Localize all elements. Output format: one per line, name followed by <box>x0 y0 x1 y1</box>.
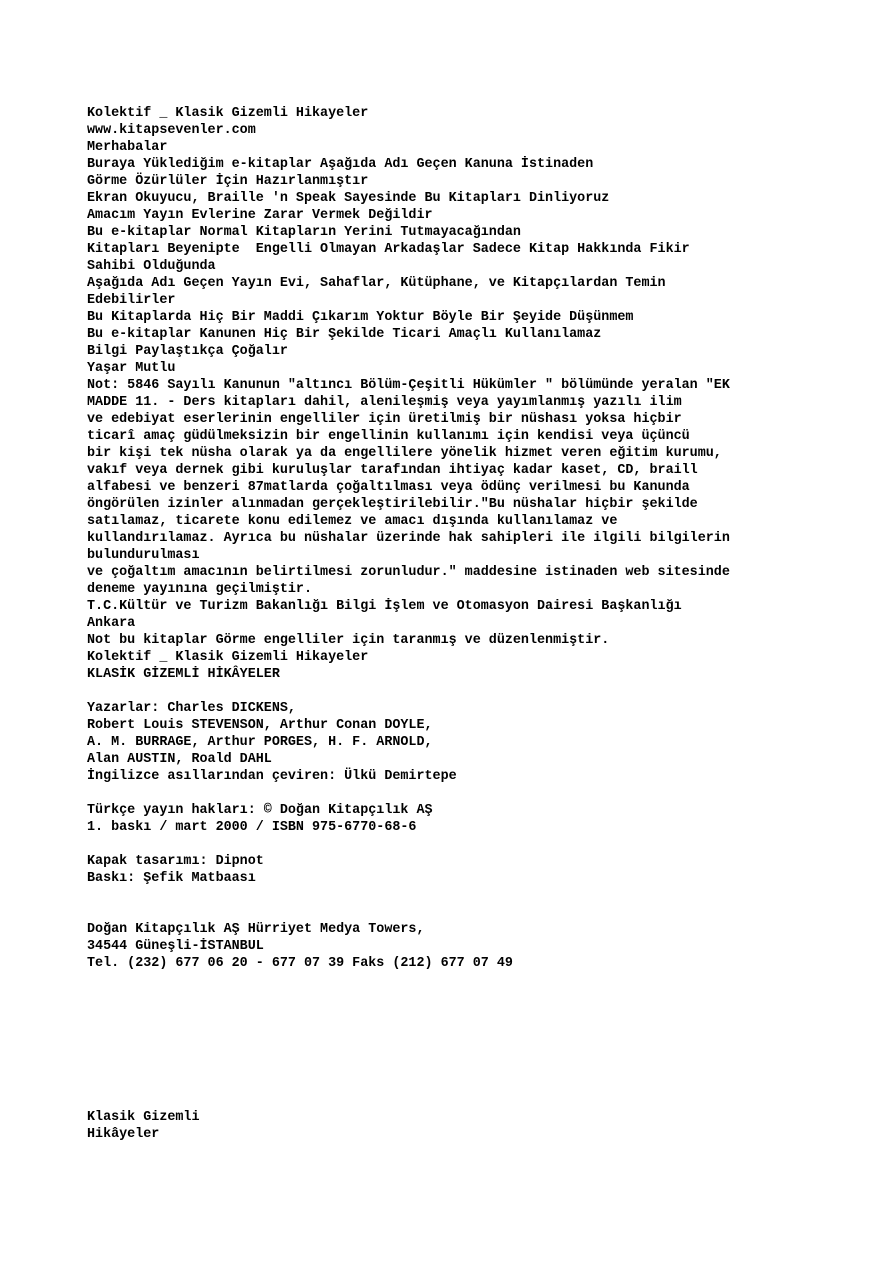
author-line: Robert Louis STEVENSON, Arthur Conan DOYLE, <box>87 718 433 733</box>
cover-design-line: Kapak tasarımı: Dipnot <box>87 854 264 869</box>
intro-line: Aşağıda Adı Geçen Yayın Evi, Sahaflar, Kütüphane, ve Kitapçılardan Temin <box>87 276 666 291</box>
edition-line: 1. baskı / mart 2000 / ISBN 975-6770-68-6 <box>87 820 417 835</box>
legal-note-line: bir kişi tek nüsha olarak ya da engellilere yönelik hizmet veren eğitim kurumu, <box>87 446 722 461</box>
legal-note-line: ve çoğaltım amacının belirtilmesi zorunludur." maddesine istinaden web sitesinde <box>87 565 730 580</box>
intro-line: Edebilirler <box>87 293 176 308</box>
intro-block <box>87 139 877 377</box>
legal-note-line: T.C.Kültür ve Turizm Bakanlığı Bilgi İşlem ve Otomasyon Dairesi Başkanlığı <box>87 599 682 614</box>
document-body <box>87 105 877 972</box>
website-link: www.kitapsevenler.com <box>87 123 256 138</box>
legal-note-line: Ankara <box>87 616 136 631</box>
legal-note-line: bulundurulması <box>87 548 200 563</box>
publisher-address: 34544 Güneşli-İSTANBUL <box>87 939 264 954</box>
legal-note-line: MADDE 11. - Ders kitapları dahil, alenileşmiş veya yayımlanmış yazılı ilim <box>87 395 682 410</box>
spacer <box>87 887 877 904</box>
intro-line: Ekran Okuyucu, Braille 'n Speak Sayesinde Bu Kitapları Dinliyoruz <box>87 191 610 206</box>
intro-line: Görme Özürlüler İçin Hazırlanmıştır <box>87 174 369 189</box>
spacer <box>87 904 877 921</box>
intro-line: Bilgi Paylaştıkça Çoğalır <box>87 344 288 359</box>
legal-note-line: öngörülen izinler alınmadan gerçekleştirilebilir."Bu nüshalar hiçbir şekilde <box>87 497 698 512</box>
rights-line: Türkçe yayın hakları: © Doğan Kitapçılık AŞ <box>87 803 433 818</box>
author-line: Alan AUSTIN, Roald DAHL <box>87 752 272 767</box>
intro-line: Sahibi Olduğunda <box>87 259 216 274</box>
legal-note-line: deneme yayınına geçilmiştir. <box>87 582 312 597</box>
printing-line: Baskı: Şefik Matbaası <box>87 871 256 886</box>
author-line: A. M. BURRAGE, Arthur PORGES, H. F. ARNOLD, <box>87 735 433 750</box>
intro-line: Buraya Yüklediğim e-kitaplar Aşağıda Adı Geçen Kanuna İstinaden <box>87 157 594 172</box>
translator-line: İngilizce asıllarından çeviren: Ülkü Demirtepe <box>87 769 457 784</box>
authors-block <box>87 700 877 785</box>
legal-note-line: Not bu kitaplar Görme engelliler için taranmış ve düzenlenmiştir. <box>87 633 610 648</box>
footer-title-line: Hikâyeler <box>87 1127 160 1142</box>
legal-note-line: Not: 5846 Sayılı Kanunun "altıncı Bölüm-Çeşitli Hükümler " bölümünde yeralan "EK <box>87 378 730 393</box>
intro-line: Kitapları Beyenipte Engelli Olmayan Arkadaşlar Sadece Kitap Hakkında Fikir <box>87 242 690 257</box>
author-line: Yazarlar: Charles DICKENS, <box>87 701 296 716</box>
footer-title-line: Klasik Gizemli <box>87 1110 200 1125</box>
legal-note-line: ticarî amaç güdülmeksizin bir engellinin kullanımı için kendisi veya üçüncü <box>87 429 690 444</box>
document-title: Kolektif _ Klasik Gizemli Hikayeler <box>87 106 369 121</box>
legal-note-line: alfabesi ve benzeri 87matlarda çoğaltılması veya ödünç verilmesi bu Kanunda <box>87 480 690 495</box>
publisher-block <box>87 921 877 972</box>
book-title-upper: KLASİK GİZEMLİ HİKÂYELER <box>87 667 280 682</box>
intro-line: Bu e-kitaplar Normal Kitapların Yerini Tutmayacağından <box>87 225 521 240</box>
footer-title-block <box>87 1109 200 1143</box>
intro-line: Bu Kitaplarda Hiç Bir Maddi Çıkarım Yoktur Böyle Bir Şeyide Düşünmem <box>87 310 634 325</box>
legal-note-line: vakıf veya dernek gibi kuruluşlar tarafından ihtiyaç kadar kaset, CD, braill <box>87 463 698 478</box>
publisher-phone: Tel. (232) 677 06 20 - 677 07 39 Faks (212) 677 07 49 <box>87 956 513 971</box>
legal-note-line: kullandırılamaz. Ayrıca bu nüshalar üzerinde hak sahipleri ile ilgili bilgilerin <box>87 531 730 546</box>
intro-signature: Yaşar Mutlu <box>87 361 176 376</box>
legal-note-line: satılamaz, ticarete konu edilemez ve amacı dışında kullanılamaz ve <box>87 514 618 529</box>
intro-line: Bu e-kitaplar Kanunen Hiç Bir Şekilde Ticari Amaçlı Kullanılamaz <box>87 327 602 342</box>
intro-line: Amacım Yayın Evlerine Zarar Vermek Değildir <box>87 208 433 223</box>
intro-line: Merhabalar <box>87 140 168 155</box>
spacer <box>87 683 877 700</box>
legal-note-block <box>87 377 877 649</box>
spacer <box>87 785 877 802</box>
publisher-line: Doğan Kitapçılık AŞ Hürriyet Medya Towers, <box>87 922 425 937</box>
legal-note-line: ve edebiyat eserlerinin engelliler için üretilmiş bir nüshası yoksa hiçbir <box>87 412 682 427</box>
book-title-line: Kolektif _ Klasik Gizemli Hikayeler <box>87 650 369 665</box>
spacer <box>87 836 877 853</box>
